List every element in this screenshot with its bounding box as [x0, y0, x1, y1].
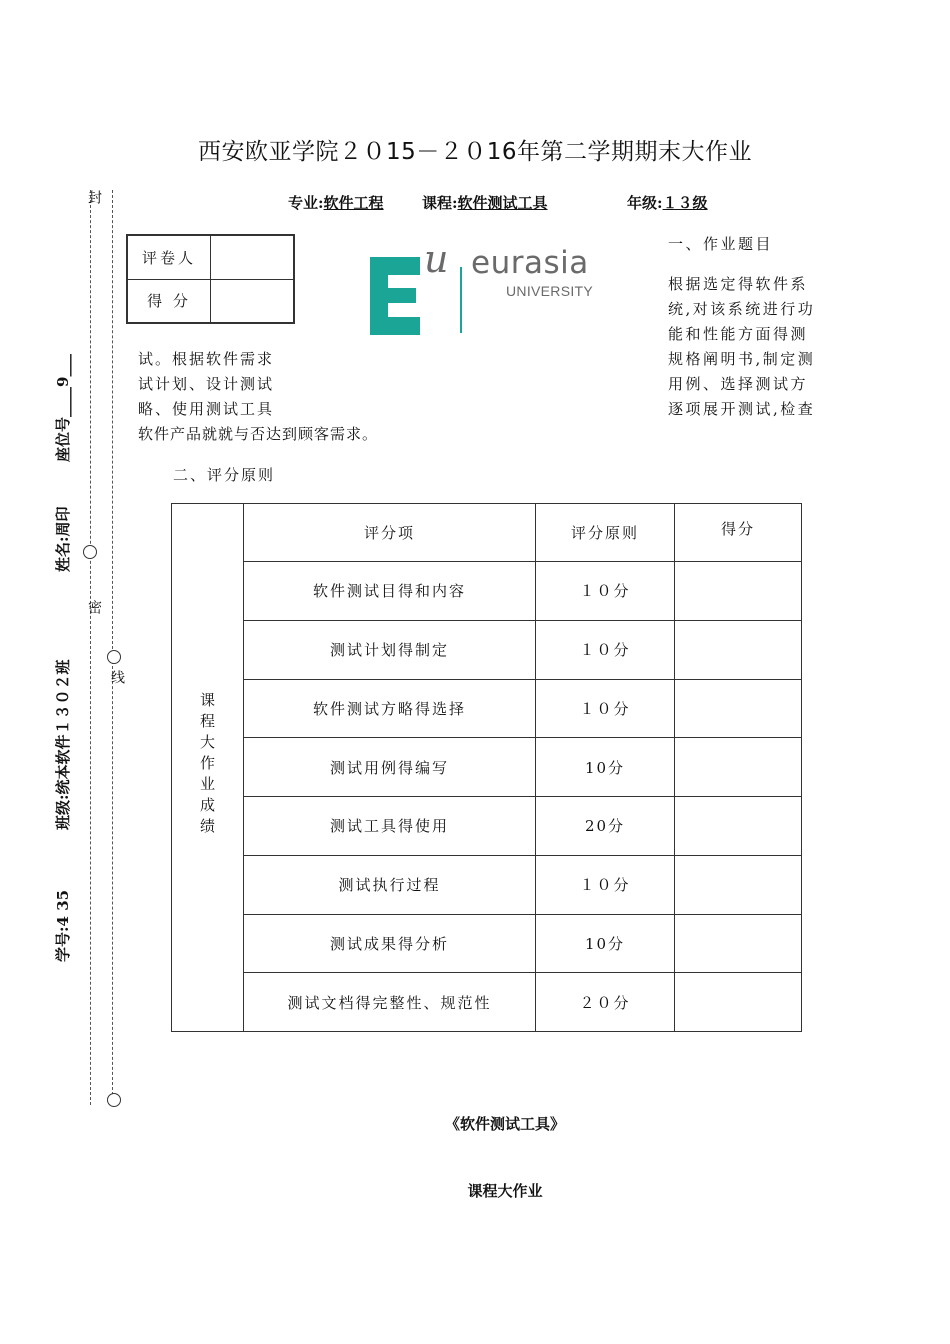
logo-subname: UNIVERSITY [506, 283, 594, 299]
table-row [172, 797, 802, 856]
row-rule: 10分 [536, 738, 675, 797]
row-score [675, 973, 802, 1032]
section1-left-line: 软件产品就就与否达到顾客需求。 [138, 425, 379, 443]
row-score [675, 738, 802, 797]
row-score [675, 679, 802, 738]
row-rule: 20分 [536, 797, 675, 856]
table-row [172, 562, 802, 621]
row-rule: 10分 [536, 914, 675, 973]
reviewer-label: 评卷人 [128, 236, 211, 280]
row-item: 测试成果得分析 [244, 914, 536, 973]
line-char: 线 [109, 670, 125, 684]
col-header-score: 得分 [675, 504, 802, 562]
row-item: 测试用例得编写 [244, 738, 536, 797]
course-title: 《软件测试工具》 [444, 1115, 565, 1133]
row-score [675, 855, 802, 914]
section1-right-line: 规格阐明书,制定测 [668, 350, 816, 368]
row-item: 软件测试方略得选择 [244, 679, 536, 738]
seal-char: 封 [86, 190, 102, 204]
section1-right-line: 统,对该系统进行功 [668, 300, 816, 318]
binding-dashed-line [112, 190, 113, 1105]
section1-left-line: 略、使用测试工具 [138, 400, 275, 418]
logo-script-u: u [424, 237, 449, 281]
section2-heading: 二、评分原则 [173, 466, 276, 484]
grading-table [171, 503, 802, 1032]
section1-left-line: 试计划、设计测试 [138, 375, 275, 393]
score-label: 得 分 [128, 279, 211, 323]
section1-left-text [138, 347, 378, 447]
section1-right-column [668, 232, 838, 422]
row-score [675, 620, 802, 679]
reviewer-score-box [126, 234, 295, 324]
row-item: 测试计划得制定 [244, 620, 536, 679]
binding-circle [107, 650, 121, 664]
course-value: 软件测试工具 [457, 194, 548, 212]
student-id-label: 学号:4 35 [54, 889, 72, 962]
table-row [172, 679, 802, 738]
row-score [675, 797, 802, 856]
table-row [172, 973, 802, 1032]
group-label-cell [172, 504, 244, 1032]
seat-label: 座位号____9___ [54, 354, 72, 462]
grade-info [627, 192, 708, 213]
course-label: 课程: [422, 194, 458, 212]
row-item: 测试执行过程 [244, 855, 536, 914]
binding-dashed-line-inner [90, 190, 91, 1105]
binding-circle [83, 545, 97, 559]
major-label: 专业: [288, 194, 324, 212]
class-label: 班级:统本软件１３０２班 [54, 659, 72, 830]
section1-right-line: 根据选定得软件系 [668, 275, 809, 293]
grade-label: 年级: [627, 194, 663, 212]
table-row [172, 914, 802, 973]
score-field [211, 279, 294, 323]
section1-heading: 一、作业题目 [668, 235, 774, 253]
course-subtitle: 课程大作业 [467, 1182, 543, 1200]
table-header-row [172, 504, 802, 562]
logo-name: eurasia [471, 245, 589, 281]
row-score [675, 914, 802, 973]
course-info [422, 192, 548, 213]
row-rule: ２０分 [536, 973, 675, 1032]
course-info-line [288, 192, 384, 213]
page-title: 西安欧亚学院２０15－２０16年第二学期期末大作业 [197, 139, 753, 165]
row-rule: １０分 [536, 562, 675, 621]
group-label: 课程大作业成绩 [198, 692, 216, 839]
row-item: 软件测试目得和内容 [244, 562, 536, 621]
col-header-item: 评分项 [244, 504, 536, 562]
col-header-rule: 评分原则 [536, 504, 675, 562]
table-row [172, 855, 802, 914]
binding-circle [107, 1093, 121, 1107]
row-rule: １０分 [536, 679, 675, 738]
row-score [675, 562, 802, 621]
row-rule: １０分 [536, 855, 675, 914]
row-item: 测试工具得使用 [244, 797, 536, 856]
row-item: 测试文档得完整性、规范性 [244, 973, 536, 1032]
table-row [172, 620, 802, 679]
secret-char: 密 [86, 600, 102, 614]
section1-right-line: 用例、选择测试方 [668, 375, 809, 393]
section1-left-line: 试。根据软件需求 [138, 350, 275, 368]
major-value: 软件工程 [323, 194, 384, 212]
row-rule: １０分 [536, 620, 675, 679]
eurasia-university-logo [368, 237, 608, 337]
name-label: 姓名:周印 [54, 506, 72, 572]
reviewer-field [211, 236, 294, 280]
table-row [172, 738, 802, 797]
section1-right-line: 能和性能方面得测 [668, 325, 809, 343]
grade-value: １３级 [662, 194, 708, 212]
section1-right-line: 逐项展开测试,检查 [668, 400, 816, 418]
